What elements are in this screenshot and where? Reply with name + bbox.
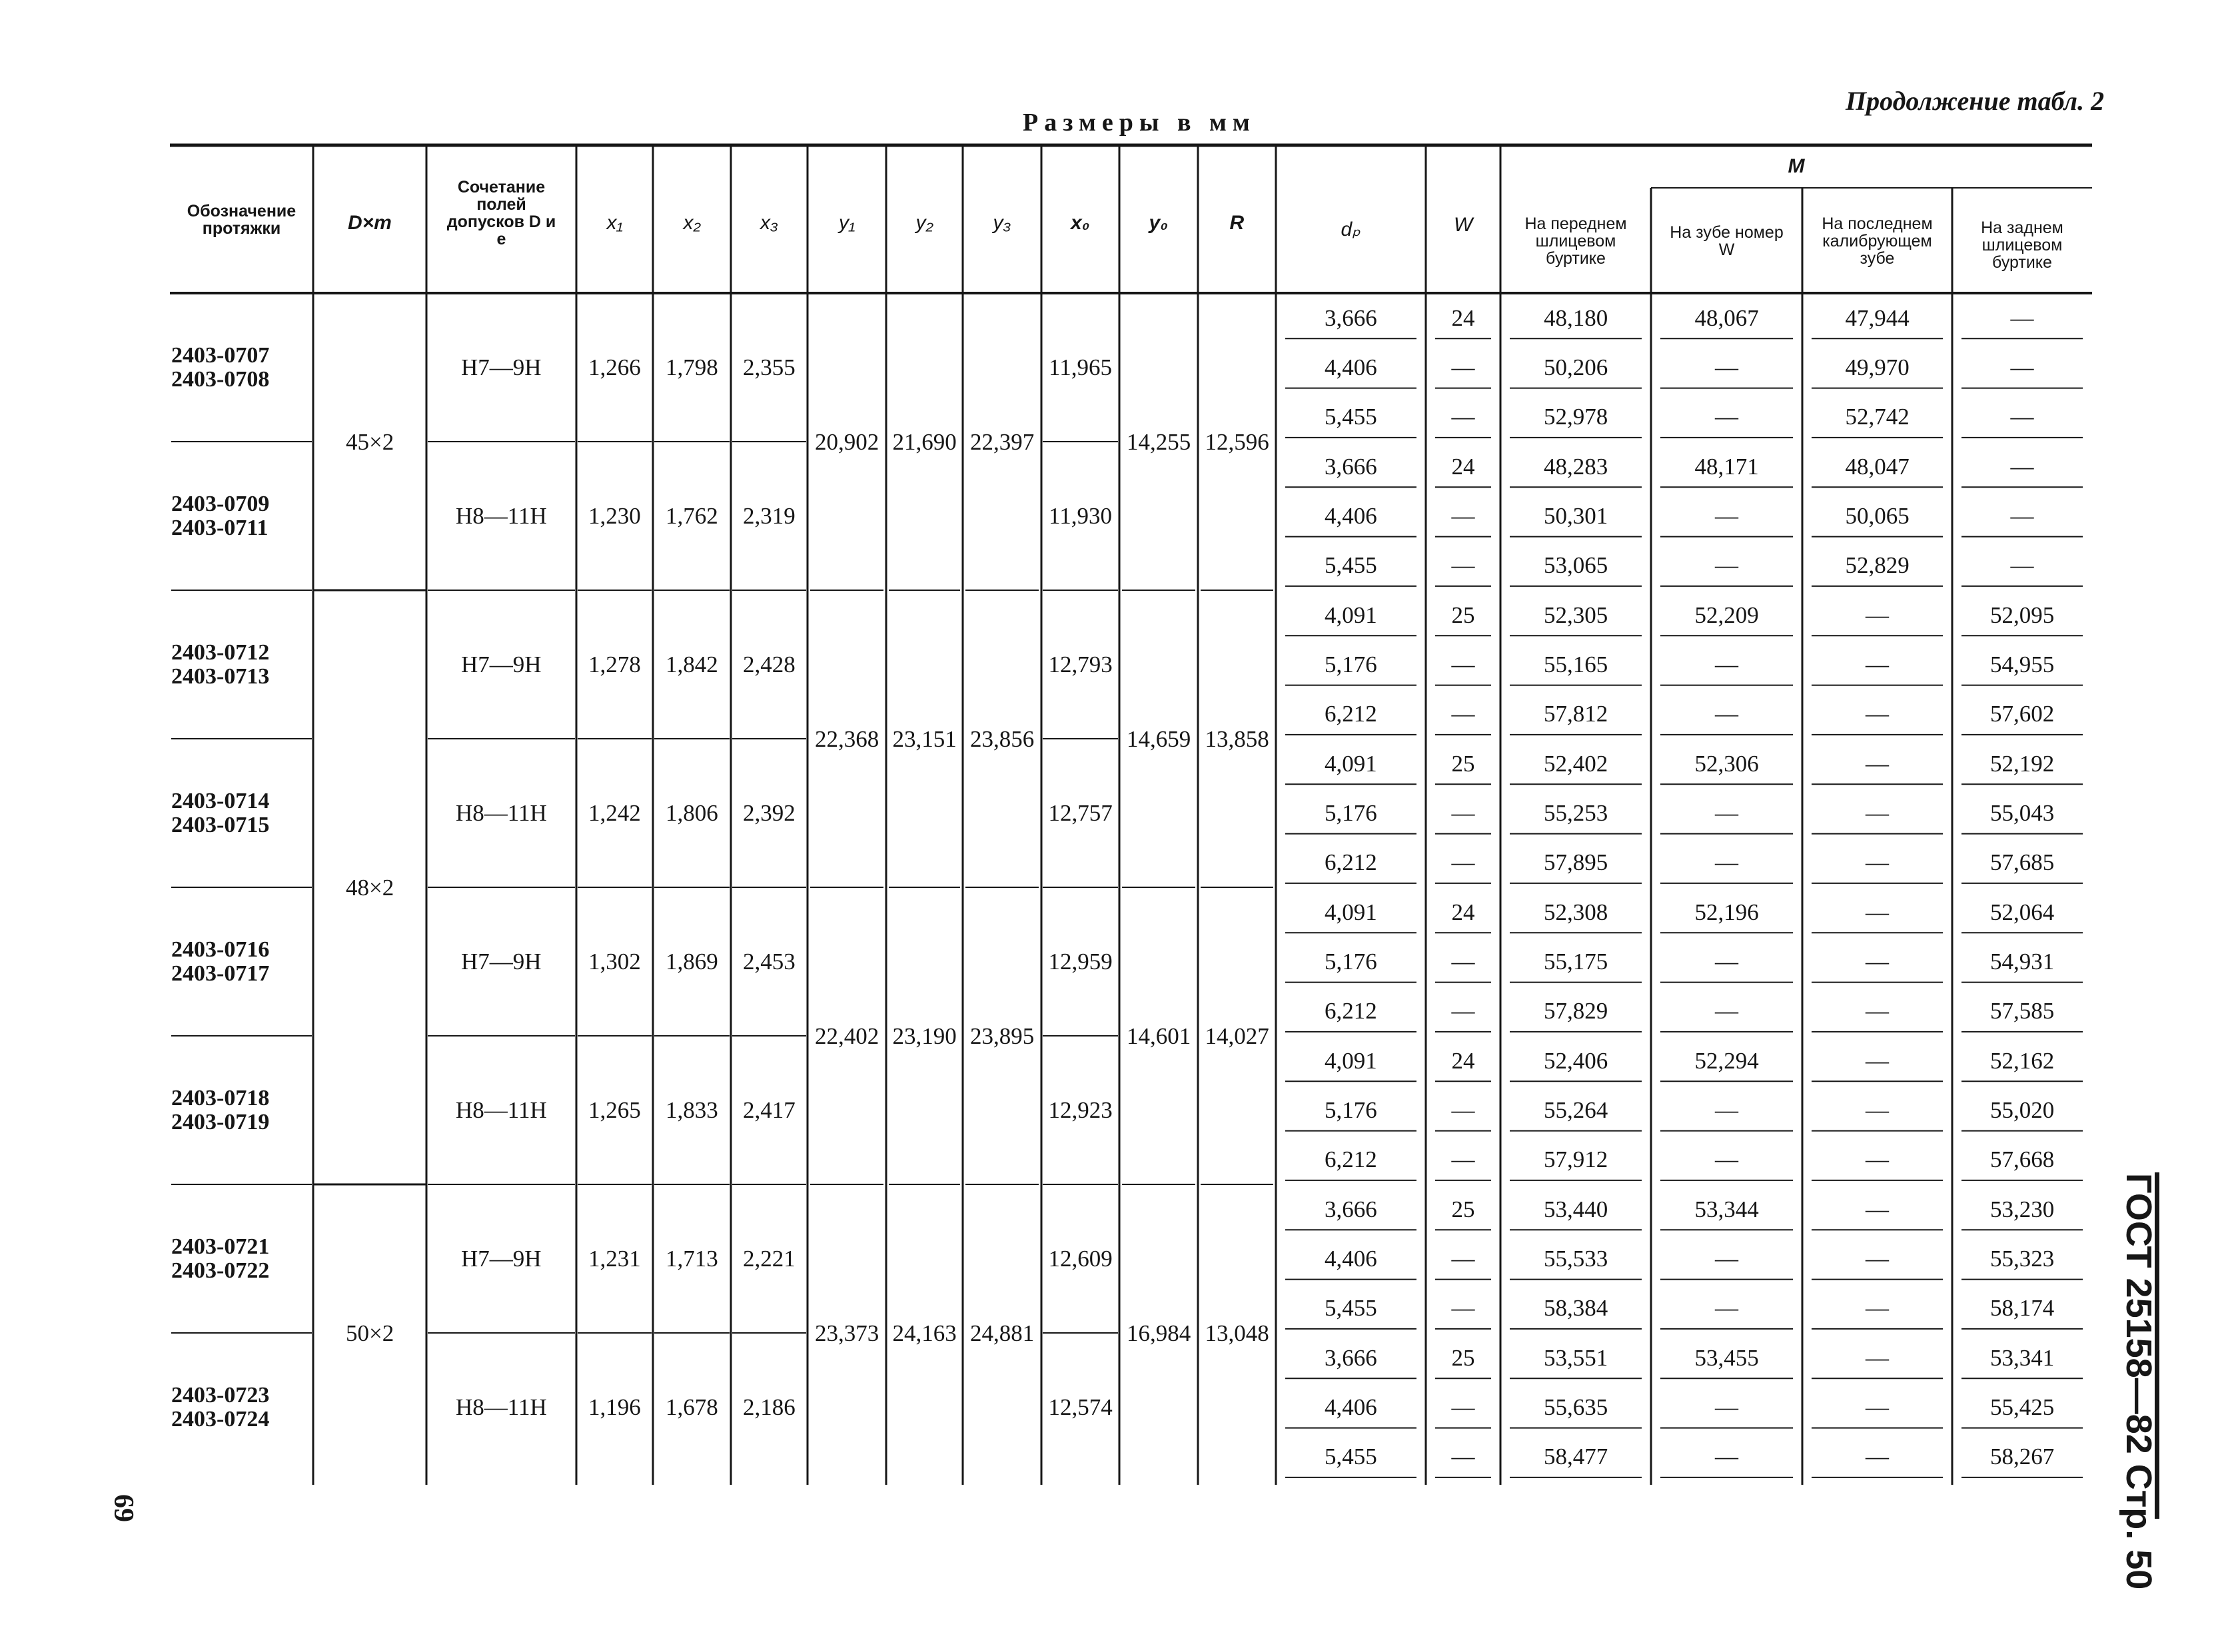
tool-code: 2403-0709 [171,491,270,516]
header-m-tooth: На зубе номер W [1670,222,1784,259]
dp-value: 6,212 [1325,1146,1377,1173]
y3-value: 22,397 [970,428,1035,455]
m-last-value: 50,065 [1845,502,1910,529]
w-value: — [1451,701,1475,727]
m-last-value: — [1866,799,1889,826]
header-dp: dₚ [1341,218,1361,240]
m-front-value: 52,978 [1544,404,1608,430]
fit-value: H7—9H [461,651,542,677]
m-front-value: 52,308 [1544,899,1608,925]
m-rear-value: — [2010,354,2034,380]
m-front-value: 50,206 [1544,354,1608,380]
header-y0: y₀ [1149,212,1169,234]
w-value: — [1451,1096,1475,1123]
dxm-value: 45×2 [346,428,394,455]
m-last-value: — [1866,948,1889,975]
m-tooth-value: 52,306 [1694,750,1759,777]
header-y3: y₃ [993,212,1011,234]
fit-value: H8—11H [456,800,547,826]
m-last-value: 47,944 [1845,304,1910,331]
x3-value: 2,221 [743,1246,796,1272]
w-value: — [1451,948,1475,975]
m-rear-value: — [2010,453,2034,480]
m-last-value: — [1866,1344,1889,1371]
m-tooth-value: 52,294 [1694,1047,1759,1074]
header-dxm: D×m [348,212,392,234]
dp-value: 6,212 [1325,998,1377,1025]
x3-value: 2,392 [743,800,796,826]
m-rear-value: 52,162 [1990,1047,2055,1074]
m-front-value: 55,635 [1544,1394,1608,1420]
tool-code: 2403-0718 [171,1085,270,1110]
m-last-value: — [1866,750,1889,777]
m-tooth-value: 53,455 [1694,1344,1759,1371]
m-front-value: 55,175 [1544,948,1608,975]
w-value: — [1451,849,1475,876]
x0-value: 12,609 [1048,1246,1113,1272]
r-value: 13,858 [1205,725,1269,752]
dp-value: 4,091 [1325,1047,1377,1074]
m-front-value: 53,551 [1544,1344,1608,1371]
m-front-value: 48,180 [1544,304,1608,331]
w-value: 24 [1451,1047,1475,1074]
w-value: — [1451,404,1475,430]
dp-value: 6,212 [1325,701,1377,727]
m-tooth-value: 48,171 [1694,453,1759,480]
m-front-value: 58,384 [1544,1295,1608,1322]
w-value: — [1451,1444,1475,1470]
m-front-value: 55,165 [1544,651,1608,677]
y2-value: 24,163 [892,1320,957,1346]
w-value: — [1451,1394,1475,1420]
m-rear-value: 55,425 [1990,1394,2055,1420]
header-r: R [1229,212,1245,234]
m-rear-value: 58,267 [1990,1444,2055,1470]
fit-value: H8—11H [456,1394,547,1420]
m-last-value: — [1866,1146,1889,1173]
tool-code: 2403-0722 [171,1258,270,1283]
x1-value: 1,242 [588,800,641,826]
m-last-value: — [1866,1096,1889,1123]
m-tooth-value: — [1715,354,1738,380]
tool-code: 2403-0719 [171,1109,270,1134]
header-m-last: На последнем калибрующем зубе [1822,214,1933,268]
tool-code: 2403-0714 [171,788,270,813]
m-tooth-value: — [1715,651,1738,677]
dp-value: 4,406 [1325,354,1377,380]
y1-value: 22,402 [815,1023,879,1049]
m-front-value: 52,402 [1544,750,1608,777]
r-value: 13,048 [1205,1320,1269,1346]
dxm-value: 50×2 [346,1320,394,1346]
m-tooth-value: — [1715,1146,1738,1173]
m-tooth-value: 52,209 [1694,602,1759,628]
m-tooth-value: — [1715,552,1738,579]
m-front-value: 53,065 [1544,552,1608,579]
w-value: — [1451,1245,1475,1272]
y3-value: 23,895 [970,1023,1035,1049]
x0-value: 11,965 [1049,354,1112,380]
header-designation: Обозначение протяжки [187,201,296,238]
page-number: 69 [108,1494,139,1522]
m-front-value: 57,829 [1544,998,1608,1025]
dp-value: 4,091 [1325,899,1377,925]
m-last-value: — [1866,998,1889,1025]
m-tooth-value: — [1715,1394,1738,1420]
m-last-value: — [1866,1196,1889,1222]
tool-code: 2403-0712 [171,639,270,665]
header-fits: Сочетание полей допусков D и e [446,177,556,249]
m-front-value: 57,895 [1544,849,1608,876]
x0-value: 12,793 [1048,651,1113,677]
dp-value: 5,176 [1325,1096,1377,1123]
dp-value: 5,455 [1325,1295,1377,1322]
m-last-value: 49,970 [1845,354,1910,380]
x2-value: 1,833 [666,1097,718,1123]
m-last-value: 48,047 [1845,453,1910,480]
m-front-value: 53,440 [1544,1196,1608,1222]
tool-code: 2403-0715 [171,812,270,837]
x1-value: 1,230 [588,503,641,529]
m-tooth-value: — [1715,404,1738,430]
tool-code: 2403-0707 [171,342,270,368]
x3-value: 2,428 [743,651,796,677]
x3-value: 2,417 [743,1097,796,1123]
header-x2: x₂ [683,212,701,234]
tool-code: 2403-0711 [171,515,269,540]
w-value: 24 [1451,899,1475,925]
fit-value: H7—9H [461,354,542,380]
dp-value: 4,406 [1325,502,1377,529]
fit-value: H7—9H [461,1246,542,1272]
m-rear-value: 53,230 [1990,1196,2055,1222]
m-rear-value: — [2010,404,2034,430]
m-last-value: — [1866,1444,1889,1470]
m-front-value: 52,305 [1544,602,1608,628]
m-last-value: — [1866,701,1889,727]
dxm-value: 48×2 [346,874,394,901]
w-value: — [1451,799,1475,826]
x1-value: 1,278 [588,651,641,677]
dp-value: 6,212 [1325,849,1377,876]
m-tooth-value: — [1715,948,1738,975]
y2-value: 23,151 [892,725,957,752]
x3-value: 2,319 [743,503,796,529]
units-caption: Размеры в мм [1023,109,1256,137]
m-tooth-value: 53,344 [1694,1196,1759,1222]
dp-value: 4,091 [1325,602,1377,628]
m-tooth-value: 52,196 [1694,899,1759,925]
m-front-value: 55,533 [1544,1245,1608,1272]
w-value: 24 [1451,453,1475,480]
w-value: — [1451,502,1475,529]
x2-value: 1,713 [666,1246,718,1272]
x1-value: 1,265 [588,1097,641,1123]
m-tooth-value: 48,067 [1694,304,1759,331]
x0-value: 12,757 [1048,800,1113,826]
w-value: 24 [1451,304,1475,331]
m-rear-value: — [2010,502,2034,529]
y1-value: 20,902 [815,428,879,455]
dp-value: 4,091 [1325,750,1377,777]
x3-value: 2,186 [743,1394,796,1420]
m-rear-value: 57,685 [1990,849,2055,876]
m-front-value: 55,253 [1544,799,1608,826]
dp-value: 5,455 [1325,404,1377,430]
x2-value: 1,678 [666,1394,718,1420]
x2-value: 1,806 [666,800,718,826]
m-tooth-value: — [1715,1245,1738,1272]
dp-value: 5,455 [1325,552,1377,579]
w-value: 25 [1451,1344,1475,1371]
w-value: — [1451,354,1475,380]
m-tooth-value: — [1715,701,1738,727]
m-last-value: — [1866,1394,1889,1420]
x2-value: 1,842 [666,651,718,677]
header-m-group: M [1788,155,1805,177]
fit-value: H8—11H [456,1097,547,1123]
m-front-value: 57,812 [1544,701,1608,727]
w-value: — [1451,1295,1475,1322]
tool-code: 2403-0713 [171,663,270,689]
dp-value: 3,666 [1325,1196,1377,1222]
header-x3: x₃ [760,212,778,234]
x1-value: 1,231 [588,1246,641,1272]
m-tooth-value: — [1715,849,1738,876]
m-last-value: 52,742 [1845,404,1910,430]
m-rear-value: 55,020 [1990,1096,2055,1123]
m-front-value: 48,283 [1544,453,1608,480]
dp-value: 4,406 [1325,1394,1377,1420]
m-front-value: 55,264 [1544,1096,1608,1123]
y1-value: 22,368 [815,725,879,752]
m-rear-value: 54,955 [1990,651,2055,677]
m-last-value: — [1866,1047,1889,1074]
x3-value: 2,453 [743,949,796,975]
w-value: — [1451,651,1475,677]
m-rear-value: — [2010,552,2034,579]
dp-value: 5,176 [1325,799,1377,826]
m-front-value: 52,406 [1544,1047,1608,1074]
w-value: — [1451,552,1475,579]
m-last-value: — [1866,849,1889,876]
dp-value: 3,666 [1325,304,1377,331]
m-rear-value: 57,602 [1990,701,2055,727]
y2-value: 21,690 [892,428,957,455]
r-value: 14,027 [1205,1023,1269,1049]
m-last-value: — [1866,602,1889,628]
header-m-front: На переднем шлицевом буртике [1524,214,1627,268]
m-rear-value: 54,931 [1990,948,2055,975]
header-m-rear: На заднем шлицевом буртике [1981,218,2063,272]
r-value: 12,596 [1205,428,1269,455]
header-w: W [1454,214,1473,236]
m-tooth-value: — [1715,998,1738,1025]
table-continuation-label: Продолжение табл. 2 [1846,86,2105,116]
w-value: 25 [1451,1196,1475,1222]
dp-value: 5,455 [1325,1444,1377,1470]
tool-code: 2403-0708 [171,366,270,392]
m-rear-value: 55,323 [1990,1245,2055,1272]
m-last-value: — [1866,1245,1889,1272]
m-front-value: 58,477 [1544,1444,1608,1470]
m-rear-value: 55,043 [1990,799,2055,826]
dp-value: 4,406 [1325,1245,1377,1272]
x1-value: 1,196 [588,1394,641,1420]
w-value: — [1451,998,1475,1025]
dp-value: 3,666 [1325,453,1377,480]
m-tooth-value: — [1715,502,1738,529]
x0-value: 11,930 [1049,503,1112,529]
m-rear-value: 52,064 [1990,899,2055,925]
dp-value: 5,176 [1325,948,1377,975]
x0-value: 12,923 [1048,1097,1113,1123]
stamp-text: ГОСТ 25158—82 Стр. 50 [2119,1173,2159,1590]
tool-code: 2403-0716 [171,937,270,962]
header-y2: y₂ [915,212,933,234]
y2-value: 23,190 [892,1023,957,1049]
dp-value: 3,666 [1325,1344,1377,1371]
tool-code: 2403-0724 [171,1406,270,1432]
m-rear-value: 52,192 [1990,750,2055,777]
m-rear-value: 57,668 [1990,1146,2055,1173]
m-last-value: — [1866,899,1889,925]
w-value: 25 [1451,602,1475,628]
x3-value: 2,355 [743,354,796,380]
x0-value: 12,574 [1048,1394,1113,1420]
w-value: 25 [1451,750,1475,777]
y3-value: 24,881 [970,1320,1035,1346]
x0-value: 12,959 [1048,949,1113,975]
x2-value: 1,798 [666,354,718,380]
m-last-value: — [1866,1295,1889,1322]
y3-value: 23,856 [970,725,1035,752]
y1-value: 23,373 [815,1320,879,1346]
m-rear-value: 58,174 [1990,1295,2055,1322]
header-y1: y₁ [839,212,855,234]
tool-code: 2403-0717 [171,961,270,986]
dp-value: 5,176 [1325,651,1377,677]
y0-value: 14,601 [1127,1023,1191,1049]
x2-value: 1,869 [666,949,718,975]
m-last-value: 52,829 [1845,552,1910,579]
m-last-value: — [1866,651,1889,677]
y0-value: 16,984 [1127,1320,1191,1346]
m-rear-value: — [2010,304,2034,331]
y0-value: 14,255 [1127,428,1191,455]
w-value: — [1451,1146,1475,1173]
x1-value: 1,266 [588,354,641,380]
x1-value: 1,302 [588,949,641,975]
x2-value: 1,762 [666,503,718,529]
m-tooth-value: — [1715,799,1738,826]
header-x1: x₁ [606,212,623,234]
y0-value: 14,659 [1127,725,1191,752]
header-x0: x₀ [1071,212,1090,234]
m-rear-value: 57,585 [1990,998,2055,1025]
m-rear-value: 52,095 [1990,602,2055,628]
tool-code: 2403-0723 [171,1382,270,1408]
m-front-value: 57,912 [1544,1146,1608,1173]
fit-value: H7—9H [461,949,542,975]
fit-value: H8—11H [456,503,547,529]
m-tooth-value: — [1715,1295,1738,1322]
m-front-value: 50,301 [1544,502,1608,529]
m-tooth-value: — [1715,1096,1738,1123]
m-rear-value: 53,341 [1990,1344,2055,1371]
tool-code: 2403-0721 [171,1234,270,1259]
m-tooth-value: — [1715,1444,1738,1470]
